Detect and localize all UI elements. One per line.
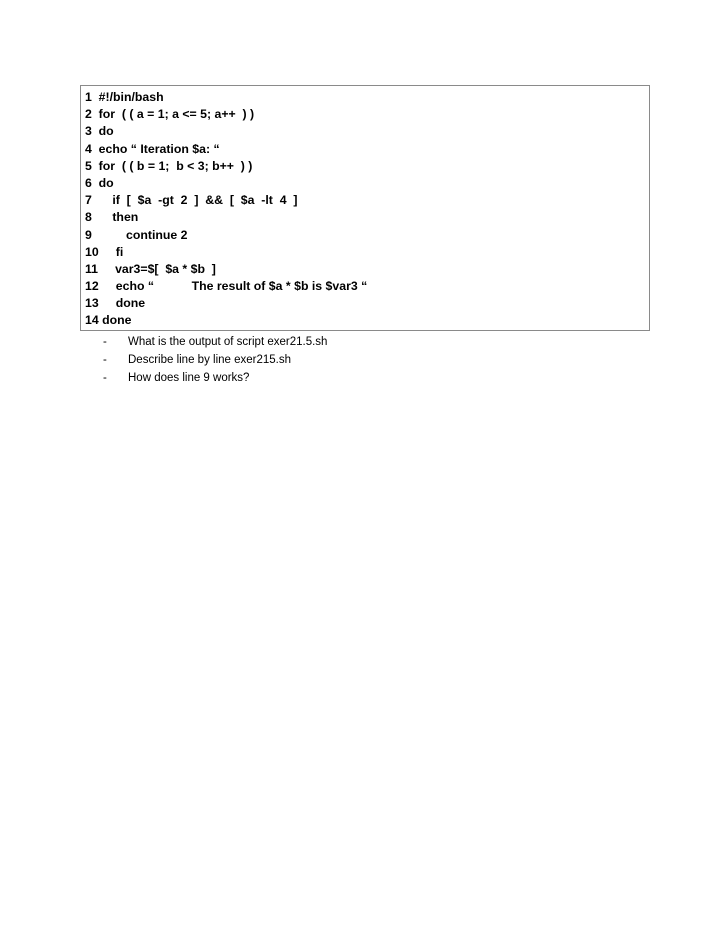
code-line-1: 1 #!/bin/bash xyxy=(85,90,164,104)
code-line-14: 14 done xyxy=(85,313,132,328)
code-line-6: 6 do xyxy=(85,175,114,190)
code-line-3: 3 do xyxy=(85,124,114,139)
question-list xyxy=(103,333,603,387)
question-text: How does line 9 works? xyxy=(128,372,250,384)
code-listing-box xyxy=(80,85,650,331)
question-item xyxy=(103,333,603,351)
question-item xyxy=(103,369,603,387)
code-line-2: 2 for ( ( a = 1; a <= 5; a++ ) ) xyxy=(85,107,255,122)
code-line-9: 9 continue 2 xyxy=(85,227,188,242)
bullet-dash: - xyxy=(103,336,107,348)
code-line-13: 13 done xyxy=(85,296,146,311)
bullet-dash: - xyxy=(103,354,107,366)
question-item xyxy=(103,351,603,369)
code-line-10: 10 fi xyxy=(85,244,124,259)
code-line-11: 11 var3=$[ $a * $b ] xyxy=(85,261,216,276)
question-text: What is the output of script exer21.5.sh xyxy=(128,336,328,348)
code-line-8: 8 then xyxy=(85,210,139,225)
code-line-5: 5 for ( ( b = 1; b < 3; b++ ) ) xyxy=(85,158,253,173)
bullet-dash: - xyxy=(103,372,107,384)
question-text: Describe line by line exer215.sh xyxy=(128,354,292,366)
code-line-7: 7 if [ $a -gt 2 ] && [ $a -lt 4 ] xyxy=(85,193,298,208)
code-line-4: 4 echo “ Iteration $a: “ xyxy=(85,141,220,156)
code-line-12: 12 echo “ The result of $a * $b is $var3 “ xyxy=(85,279,368,294)
